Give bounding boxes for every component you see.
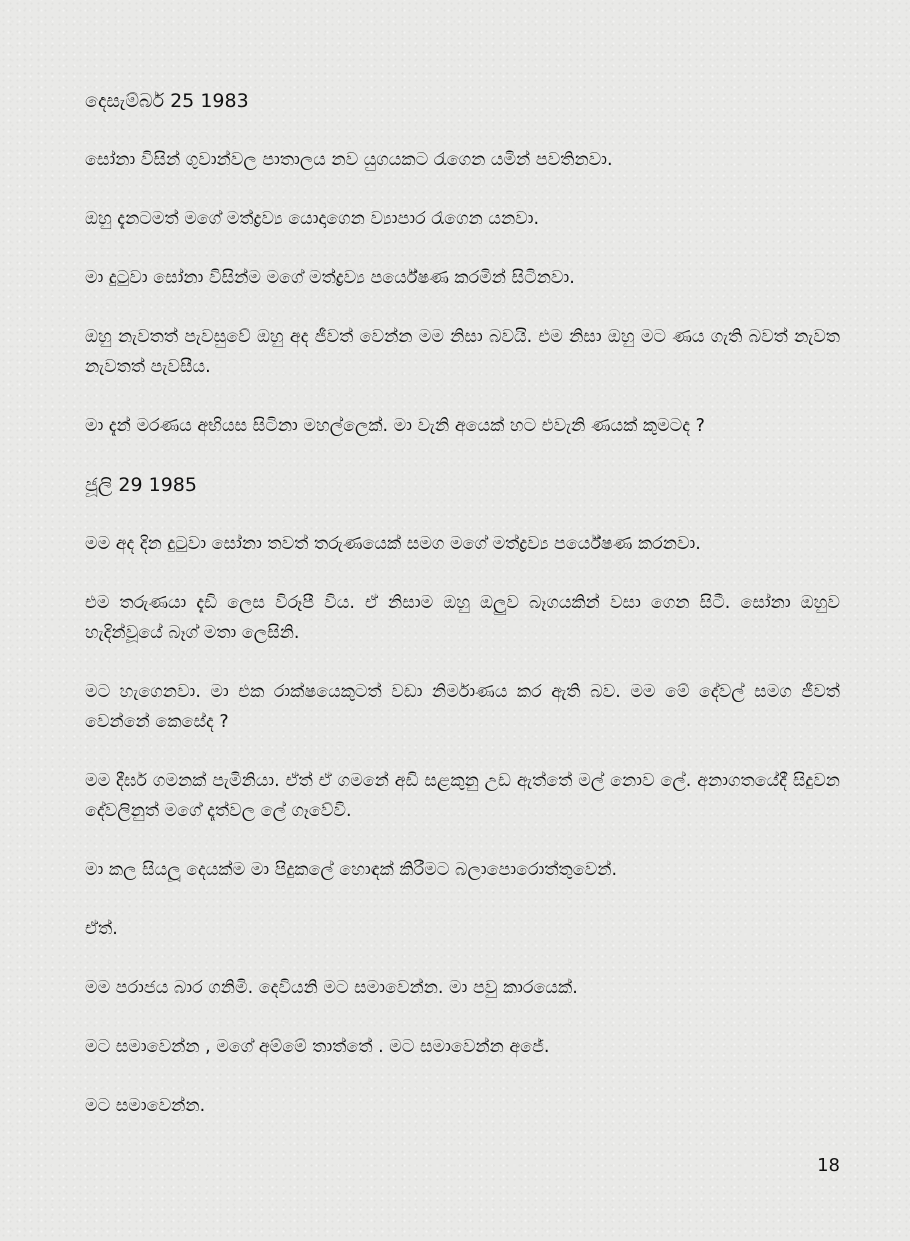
entry-paragraph: මා දැන් මරණය අභියස සිටිනා මහල්ලෙක්. මා වැනි අයෙක් හට එවැනි ණයක් කුමටද ?: [85, 416, 705, 436]
entry-date: ජූලි 29 1985: [85, 474, 197, 496]
entry-paragraph: මම අද දින දුටුවා සෝනා තවත් තරුණයෙක් සමග මගේ මත්ද්‍රව්‍ය පර්යේෂණ කරනවා.: [85, 534, 701, 554]
journal-entry-1985: [85, 470, 840, 1121]
entry-paragraph: මට සමාවෙන්න , මගේ අම්මේ තාත්තේ . මට සමාවෙන්න අජේ.: [85, 1037, 550, 1057]
entry-paragraph: එම තරුණයා දැඩි ලෙස විරූපී විය. ඒ නිසාම ඔහු ඔලුව බෑගයකින් වසා ගෙන සිටී. සෝනා ඔහුව හැදින්වූයේ බෑග් මතා ලෙසිනි.: [85, 593, 840, 643]
entry-paragraph: මට සමාවෙන්න.: [85, 1096, 206, 1116]
entry-paragraph: මම දීර්ඝ ගමනක් පැමිනියා. ඒත් ඒ ගමනේ අඩි සළකුනු උඩ ඇත්තේ මල් නොව ලේ. අනාගතයේදී සිදුවන දේවලිනුත් මගේ දෑත්වල ලේ ගෑවේවි.: [85, 771, 840, 821]
journal-body: [85, 86, 840, 1150]
entry-date: දෙසැම්බර් 25 1983: [85, 90, 249, 112]
entry-paragraph: ඔහු දැනටමත් මගේ මත්ද්‍රව්‍ය යොදාගෙන ව්‍යාපාර රැගෙන යනවා.: [85, 209, 540, 229]
entry-paragraph: මා කල සියලූ දෙයක්ම මා පිදුකලේ හොඳක් කිරීමට බලාපොරොත්තුවෙන්.: [85, 860, 618, 880]
journal-entry-1983: [85, 86, 840, 441]
entry-paragraph: මම පරාජය බාර ගනිමි. දෙවියනි මට සමාවෙන්න. මා පවු කාරයෙක්.: [85, 978, 578, 998]
entry-paragraph: ඒත්.: [85, 919, 118, 939]
entry-paragraph: ඔහු නැවතත් පැවසුවේ ඔහු අද ජීවත් වෙන්න මම නිසා බවයි. එම නිසා ඔහු මට ණය ගැති බවත් නැවත නැවතත් පැවසීය.: [85, 327, 840, 377]
entry-paragraph: මට හැගෙනවා. මා එක රාක්ෂයෙකුටත් වඩා නිර්මාණය කර ඇති බව. මම මේ දේවල් සමග ජීවත් වෙන්නේ කෙසේද ?: [85, 682, 840, 732]
entry-paragraph: සෝනා විසින් ගුවාන්වල පාතාලය නව යුගයකට රැගෙන යමින් පවතිනවා.: [85, 150, 613, 170]
entry-paragraph: මා දුටුවා සෝනා විසින්ම මගේ මත්ද්‍රව්‍ය පර්යේෂණ කරමින් සිටිනවා.: [85, 268, 575, 288]
page-number: 18: [817, 1155, 840, 1176]
